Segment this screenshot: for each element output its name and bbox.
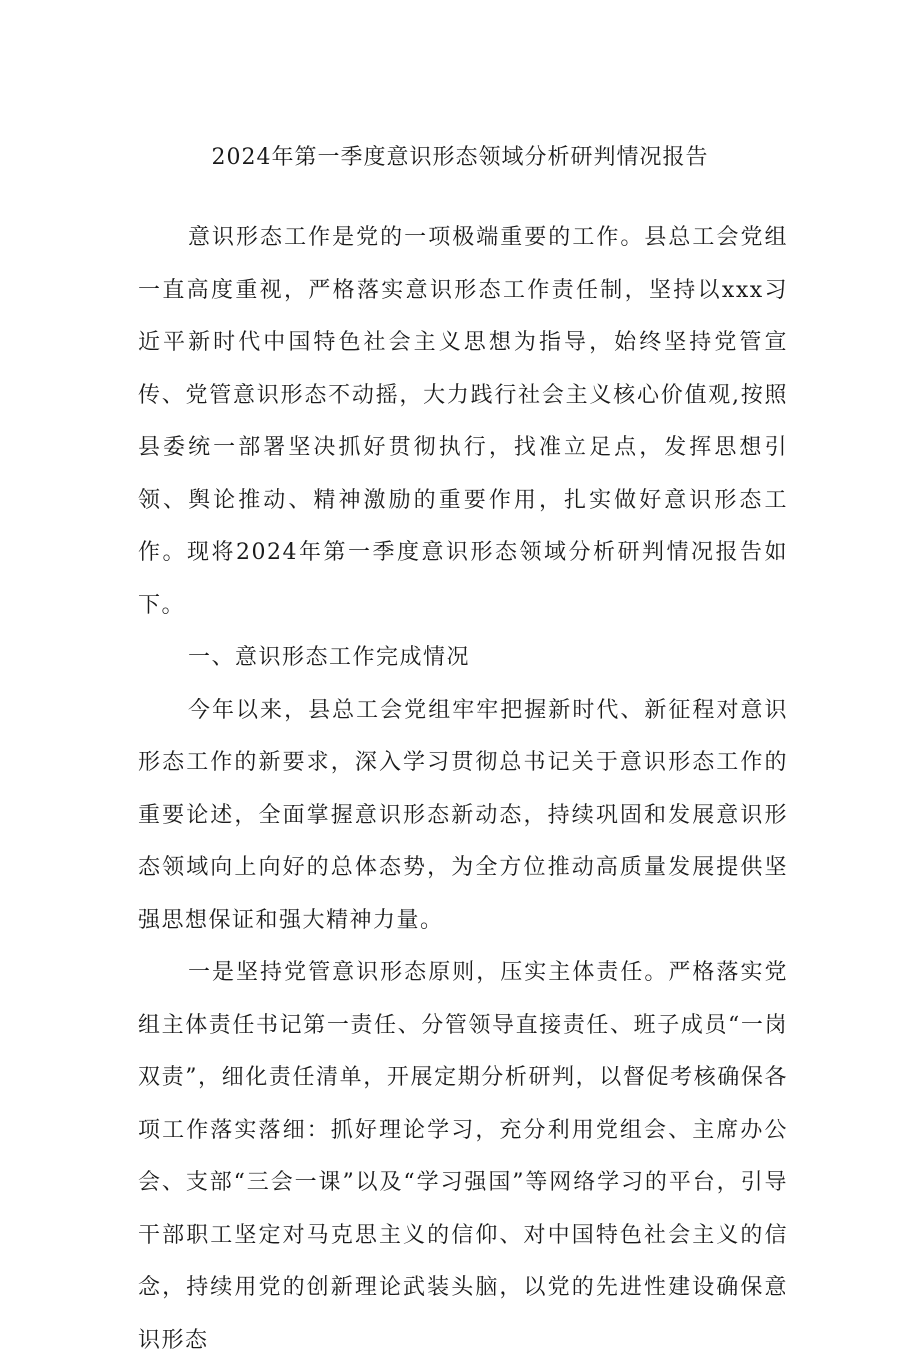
intro-paragraph: 意识形态工作是党的一项极端重要的工作。县总工会党组一直高度重视，严格落实意识形态工作责任制，坚持以xxx习近平新时代中国特色社会主义思想为指导，始终坚持党管宣传、党管意识形态不动摇，大力践行社会主义核心价值观,按照县委统一部署坚决抓好贯彻执行，找准立足点，发挥思想引领、舆论推动、精神激励的重要作用，扎实做好意识形态工作。现将2024年第一季度意识形态领域分析研判情况报告如下。 <box>138 225 788 618</box>
document-title: 2024年第一季度意识形态领域分析研判情况报告 <box>211 145 709 170</box>
document-body <box>138 212 788 1367</box>
point-1-paragraph: 一是坚持党管意识形态原则，压实主体责任。严格落实党组主体责任书记第一责任、分管领导直接责任、班子成员“一岗双责”，细化责任清单，开展定期分析研判，以督促考核确保各项工作落实落细：抓好理论学习，充分利用党组会、主席办公会、支部“三会一课”以及“学习强国”等网络学习的平台，引导干部职工坚定对马克思主义的信仰、对中国特色社会主义的信念，持续用党的创新理论武装头脑，以党的先进性建设确保意识形态 <box>138 960 788 1353</box>
section-heading-1: 一、意识形态工作完成情况 <box>188 645 471 670</box>
section-1-paragraph: 今年以来，县总工会党组牢牢把握新时代、新征程对意识形态工作的新要求，深入学习贯彻总书记关于意识形态工作的重要论述，全面掌握意识形态新动态，持续巩固和发展意识形态领域向上向好的总体态势，为全方位推动高质量发展提供坚强思想保证和强大精神力量。 <box>138 697 788 933</box>
